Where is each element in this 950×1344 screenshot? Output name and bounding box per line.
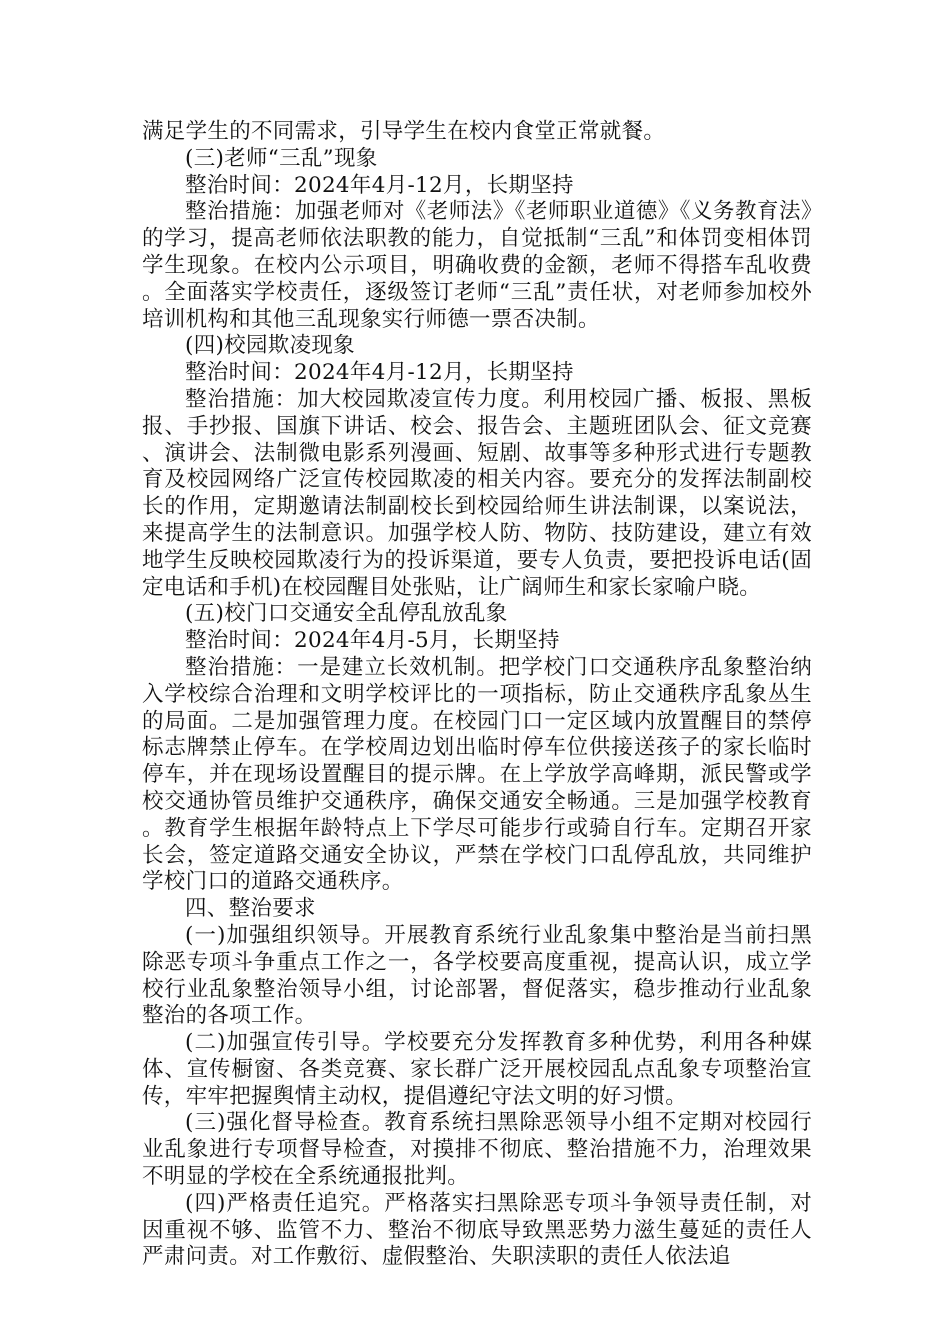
paragraph: 整治时间：2024年4月-12月，长期坚持 <box>185 172 574 198</box>
paragraph: 整治措施：加强老师对《老师法》《老师职业道德》《义务教育法》的学习，提高老师依法职教的能力，自觉抵制“三乱”和体罚变相体罚学生现象。在校内公示项目，明确收费的金额，老师不得搭车乱收费。全面落实学校责任，逐级签订老师“三乱”责任状，对老师参加校外培训机构和其他三乱现象实行师德一票否决制。 <box>142 199 812 332</box>
paragraph: 整治时间：2024年4月-5月，长期坚持 <box>185 628 560 654</box>
paragraph: (三)强化督导检查。教育系统扫黑除恶领导小组不定期对校园行业乱象进行专项督导检查，对摸排不彻底、整治措施不力，治理效果不明显的学校在全系统通报批判。 <box>142 1110 812 1190</box>
paragraph: 整治时间：2024年4月-12月，长期坚持 <box>185 360 574 386</box>
paragraph: 四、整治要求 <box>185 896 316 922</box>
paragraph: 整治措施：一是建立长效机制。把学校门口交通秩序乱象整治纳入学校综合治理和文明学校评比的一项指标，防止交通秩序乱象丛生的局面。二是加强管理力度。在校园门口一定区域内放置醒目的禁停标志牌禁止停车。在学校周边划出临时停车位供接送孩子的家长临时停车，并在现场设置醒目的提示牌。在上学放学高峰期，派民警或学校交通协管员维护交通秩序，确保交通安全畅通。三是加强学校教育。教育学生根据年龄特点上下学尽可能步行或骑自行车。定期召开家长会，签定道路交通安全协议，严禁在学校门口乱停乱放，共同维护学校门口的道路交通秩序。 <box>142 654 812 895</box>
paragraph: 满足学生的不同需求，引导学生在校内食堂正常就餐。 <box>142 119 666 144</box>
paragraph: (三)老师“三乱”现象 <box>185 145 378 171</box>
paragraph: (二)加强宣传引导。学校要充分发挥教育多种优势，利用各种媒体、宣传橱窗、各类竞赛、家长群广泛开展校园乱点乱象专项整治宣传，牢牢把握舆情主动权，提倡遵纪守法文明的好习惯。 <box>142 1030 812 1109</box>
paragraph: (四)严格责任追究。严格落实扫黑除恶专项斗争领导责任制，对因重视不够、监管不力、整治不彻底导致黑恶势力滋生蔓延的责任人严肃问责。对工作敷衍、虚假整治、失职渎职的责任人依法追 <box>142 1190 812 1270</box>
paragraph: (四)校园欺凌现象 <box>185 333 355 359</box>
document-body <box>142 119 812 1271</box>
paragraph: (一)加强组织领导。开展教育系统行业乱象集中整治是当前扫黑除恶专项斗争重点工作之一，各学校要高度重视，提高认识，成立学校行业乱象整治领导小组，讨论部署，督促落实，稳步推动行业乱象整治的各项工作。 <box>142 922 812 1029</box>
paragraph: (五)校门口交通安全乱停乱放乱象 <box>185 601 508 627</box>
paragraph: 整治措施：加大校园欺凌宣传力度。利用校园广播、板报、黑板报、手抄报、国旗下讲话、校会、报告会、主题班团队会、征文竞赛、演讲会、法制微电影系列漫画、短剧、故事等多种形式进行专题教育及校园网络广泛宣传校园欺凌的相关内容。要充分的发挥法制副校长的作用，定期邀请法制副校长到校园给师生讲法制课，以案说法，来提高学生的法制意识。加强学校人防、物防、技防建设，建立有效地学生反映校园欺凌行为的投诉渠道，要专人负责，要把投诉电话(固定电话和手机)在校园醒目处张贴，让广阔师生和家长家喻户晓。 <box>142 386 812 600</box>
